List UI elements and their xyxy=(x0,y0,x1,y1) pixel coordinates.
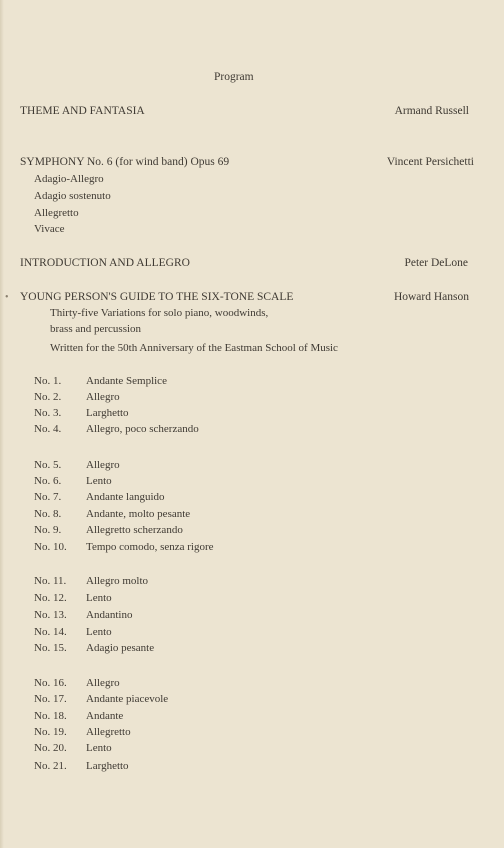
movement-item: Adagio-Allegro xyxy=(34,173,104,185)
variation-number: No. 6. xyxy=(34,475,62,487)
variation-tempo: Andante, molto pesante xyxy=(86,508,191,520)
variation-tempo: Andantino xyxy=(86,609,133,621)
variation-tempo: Allegro molto xyxy=(86,575,149,587)
work-title-symphony: SYMPHONY No. 6 (for wind band) Opus 69 xyxy=(20,156,230,168)
variation-tempo: Andante Semplice xyxy=(86,375,167,387)
work-title-guide: YOUNG PERSON'S GUIDE TO THE SIX-TONE SCALE xyxy=(20,291,294,303)
composer-intro: Peter DeLone xyxy=(404,257,468,269)
variation-number: No. 16. xyxy=(34,677,67,689)
movement-item: Adagio sostenuto xyxy=(34,190,111,202)
composer-theme: Armand Russell xyxy=(394,105,469,117)
variation-number: No. 13. xyxy=(34,609,67,621)
page-edge xyxy=(0,0,4,848)
movement-item: Allegretto xyxy=(34,207,79,219)
variation-tempo: Larghetto xyxy=(86,407,129,419)
movement-item: Vivace xyxy=(34,223,65,235)
bullet-mark: • xyxy=(5,292,9,303)
composer-symphony: Vincent Persichetti xyxy=(386,156,474,168)
variation-tempo: Lento xyxy=(86,592,112,604)
variation-number: No. 4. xyxy=(34,423,62,435)
composer-guide: Howard Hanson xyxy=(393,291,469,303)
variation-number: No. 18. xyxy=(34,710,67,722)
variation-tempo: Allegro xyxy=(86,677,120,689)
variation-tempo: Tempo comodo, senza rigore xyxy=(86,541,214,553)
variation-number: No. 17. xyxy=(34,693,67,705)
variation-number: No. 20. xyxy=(34,742,67,754)
variation-number: No. 9. xyxy=(34,524,62,536)
variation-number: No. 2. xyxy=(34,391,62,403)
variation-tempo: Larghetto xyxy=(86,760,129,772)
variation-number: No. 15. xyxy=(34,642,67,654)
work-title-intro: INTRODUCTION AND ALLEGRO xyxy=(20,257,190,269)
variation-number: No. 14. xyxy=(34,626,67,638)
variation-tempo: Andante xyxy=(86,710,124,722)
guide-description: brass and percussion xyxy=(50,323,142,335)
program-heading: Program xyxy=(214,71,254,83)
variation-tempo: Allegretto xyxy=(86,726,131,738)
variation-number: No. 21. xyxy=(34,760,67,772)
variation-number: No. 8. xyxy=(34,508,62,520)
variation-tempo: Andante piacevole xyxy=(86,693,169,705)
variation-tempo: Allegro xyxy=(86,459,120,471)
variation-tempo: Adagio pesante xyxy=(86,642,155,654)
variation-number: No. 3. xyxy=(34,407,62,419)
variation-number: No. 7. xyxy=(34,491,62,503)
variation-tempo: Allegro xyxy=(86,391,120,403)
variation-tempo: Lento xyxy=(86,742,112,754)
variation-number: No. 1. xyxy=(34,375,62,387)
variation-tempo: Allegretto scherzando xyxy=(86,524,183,536)
variation-number: No. 12. xyxy=(34,592,67,604)
guide-description: Thirty-five Variations for solo piano, woodwinds, xyxy=(50,307,269,319)
variation-tempo: Lento xyxy=(86,475,112,487)
variation-tempo: Lento xyxy=(86,626,112,638)
variation-number: No. 19. xyxy=(34,726,67,738)
work-title-theme: THEME AND FANTASIA xyxy=(20,105,145,117)
variation-number: No. 5. xyxy=(34,459,62,471)
variation-number: No. 10. xyxy=(34,541,67,553)
variation-number: No. 11. xyxy=(34,575,67,587)
variation-tempo: Andante languido xyxy=(86,491,165,503)
variation-tempo: Allegro, poco scherzando xyxy=(86,423,199,435)
guide-description: Written for the 50th Anniversary of the Eastman School of Music xyxy=(50,342,338,354)
